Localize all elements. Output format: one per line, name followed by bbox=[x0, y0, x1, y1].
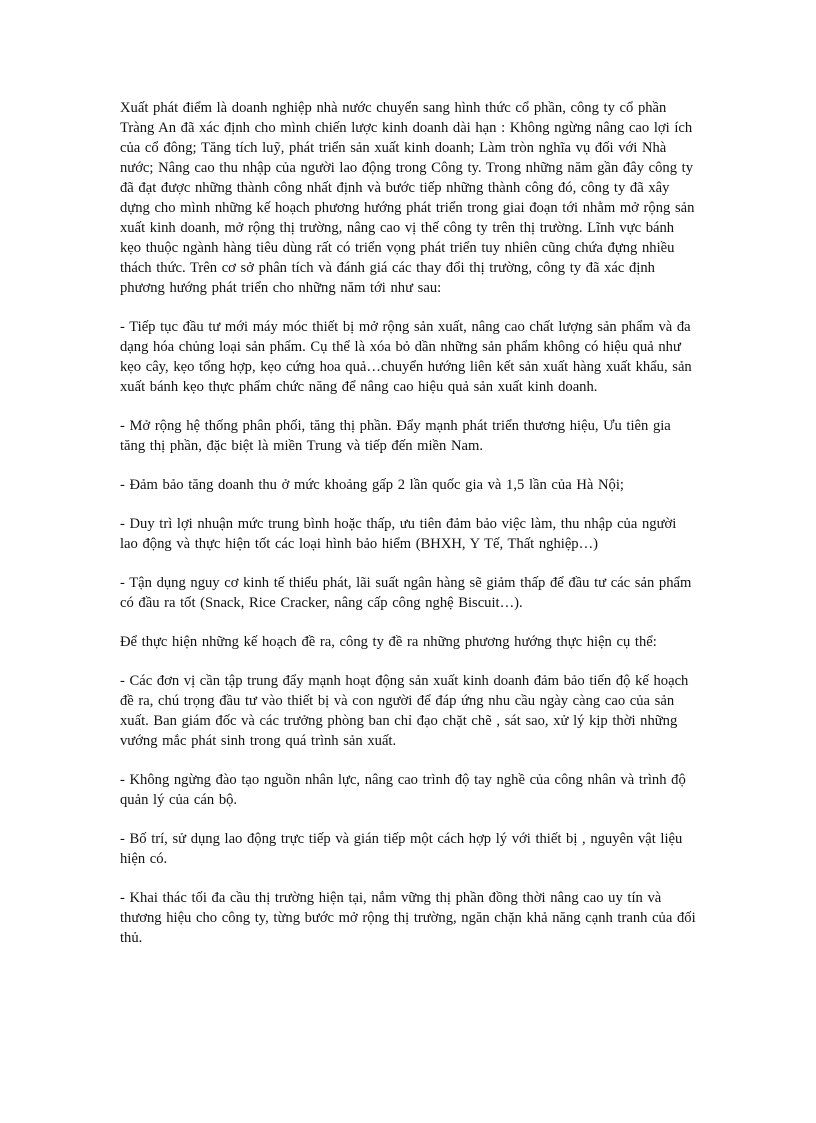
bullet-training: - Không ngừng đào tạo nguồn nhân lực, nâng cao trình độ tay nghề của công nhân và trình độ quản lý của cán bộ. bbox=[120, 772, 686, 808]
bullet-deflation: - Tận dụng nguy cơ kinh tế thiểu phát, lãi suất ngân hàng sẽ giảm thấp để đầu tư các sản phẩm có đầu ra tốt (Snack, Rice Cracker, nâng cấp công nghệ Biscuit…). bbox=[120, 575, 692, 611]
bullet-investment: - Tiếp tục đầu tư mới máy móc thiết bị mở rộng sản xuất, nâng cao chất lượng sản phẩm và đa dạng hóa chủng loại sản phẩm. Cụ thể là xóa bỏ dần những sản phẩm không có hiệu quả như kẹo cây, kẹo tổng hợp, kẹo cứng hoa quả…chuyển hướng liên kết sản xuất hàng xuất khẩu, sản xuất bánh kẹo thực phẩm chức năng để nâng cao hiệu quả sản xuất kinh doanh. bbox=[120, 319, 692, 395]
bullet-distribution: - Mở rộng hệ thống phân phối, tăng thị phần. Đẩy mạnh phát triển thương hiệu, Ưu tiên gia tăng thị phần, đặc biệt là miền Trung và tiếp đến miền Nam. bbox=[120, 418, 671, 454]
intro-paragraph: Xuất phát điểm là doanh nghiệp nhà nước chuyển sang hình thức cổ phần, công ty cổ phần Tràng An đã xác định cho mình chiến lược kinh doanh dài hạn : Không ngừng nâng cao lợi ích của cổ đông; Tăng tích luỹ, phát triển sản xuất kinh doanh; Làm tròn nghĩa vụ đối với Nhà nước; Nâng cao thu nhập của người lao động trong Công ty. Trong những năm gần đây công ty đã đạt được những thành công nhất định và bước tiếp những thành công đó, công ty đã xây dựng cho mình những kế hoạch phương hướng phát triển trong giai đoạn tới nhằm mở rộng sản xuất kinh doanh, mở rộng thị trường, nâng cao vị thế công ty trên thị trường. Lĩnh vực bánh kẹo thuộc ngành hàng tiêu dùng rất có triển vọng phát triển tuy nhiên cũng chứa đựng nhiều thách thức. Trên cơ sở phân tích và đánh giá các thay đổi thị trường, công ty đã xác định phương hướng phát triển cho những năm tới như sau: bbox=[120, 100, 695, 296]
document-page bbox=[120, 98, 698, 967]
bullet-profit: - Duy trì lợi nhuận mức trung bình hoặc thấp, ưu tiên đảm bảo việc làm, thu nhập của người lao động và thực hiện tốt các loại hình bảo hiểm (BHXH, Y Tế, Thất nghiệp…) bbox=[120, 516, 677, 552]
implementation-intro: Để thực hiện những kế hoạch đề ra, công ty đề ra những phương hướng thực hiện cụ thể: bbox=[120, 634, 657, 650]
bullet-units: - Các đơn vị cần tập trung đẩy mạnh hoạt động sản xuất kinh doanh đảm bảo tiến độ kế hoạch đề ra, chú trọng đầu tư vào thiết bị và con người để đáp ứng nhu cầu ngày càng cao của sản xuất. Ban giám đốc và các trưởng phòng ban chỉ đạo chặt chẽ , sát sao, xử lý kịp thời những vướng mắc phát sinh trong quá trình sản xuất. bbox=[120, 673, 689, 749]
bullet-market: - Khai thác tối đa cầu thị trường hiện tại, nắm vững thị phần đồng thời nâng cao uy tín và thương hiệu cho công ty, từng bước mở rộng thị trường, ngăn chặn khả năng cạnh tranh của đối thủ. bbox=[120, 890, 696, 946]
bullet-labor: - Bố trí, sử dụng lao động trực tiếp và gián tiếp một cách hợp lý với thiết bị , nguyên vật liệu hiện có. bbox=[120, 831, 683, 867]
bullet-revenue: - Đảm bảo tăng doanh thu ở mức khoảng gấp 2 lần quốc gia và 1,5 lần của Hà Nội; bbox=[120, 477, 624, 493]
